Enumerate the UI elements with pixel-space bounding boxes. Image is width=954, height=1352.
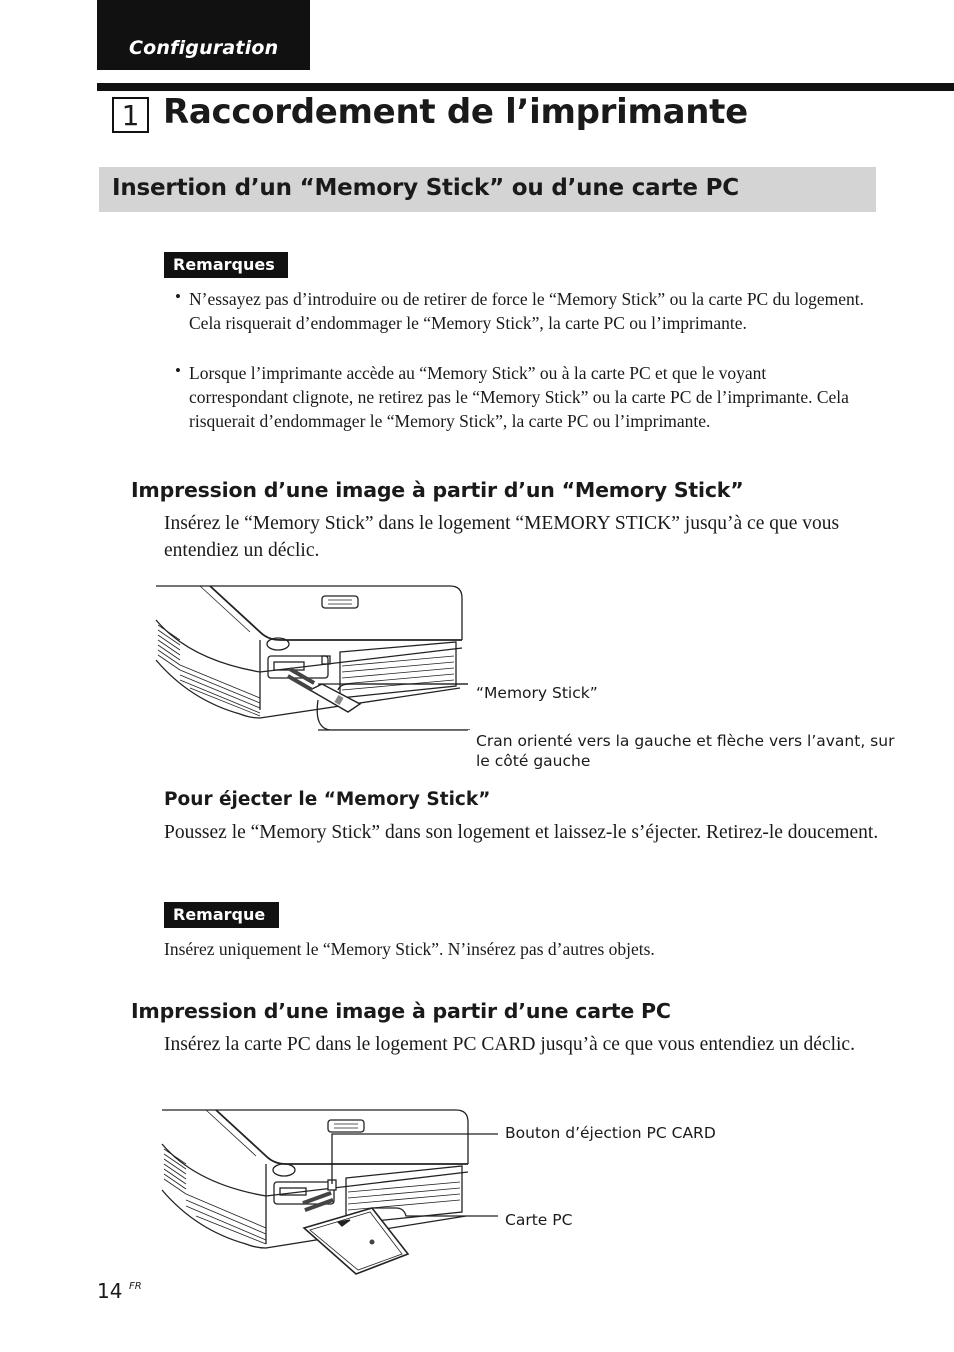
page-number: 14	[97, 1279, 123, 1303]
remark-text: Insérez uniquement le “Memory Stick”. N’insérez pas d’autres objets.	[164, 939, 655, 959]
memory-stick-heading: Impression d’une image à partir d’un “Memory Stick”	[131, 478, 744, 502]
pc-card-illustration	[156, 1104, 506, 1280]
pc-card-heading: Impression d’une image à partir d’une carte PC	[131, 999, 671, 1023]
header-rule	[97, 83, 954, 91]
page-language: FR	[129, 1281, 142, 1292]
remarks-badge: Remarques	[164, 252, 288, 278]
page-title: Raccordement de l’imprimante	[163, 92, 748, 132]
pc-card-label: Carte PC	[505, 1211, 573, 1229]
eject-paragraph: Poussez le “Memory Stick” dans son logement et laissez-le s’éjecter. Retirez-le doucement.	[164, 822, 879, 843]
memory-stick-label: “Memory Stick”	[476, 684, 598, 702]
remark-item: Lorsque l’imprimante accède au “Memory Stick” ou à la carte PC et que le voyant correspondant clignote, ne retirez pas le “Memory Stick” ou la carte PC de l’imprimante. Cela risquerait d’endommager le “Memory Stick”, la carte PC ou l’imprimante.	[189, 363, 849, 431]
callout-leader	[318, 682, 468, 762]
eject-heading: Pour éjecter le “Memory Stick”	[164, 789, 491, 810]
section-subheading: Insertion d’un “Memory Stick” ou d’une carte PC	[99, 167, 876, 212]
step-number-box: 1	[112, 97, 149, 133]
bullet-marker: •	[175, 361, 181, 380]
section-tab: Configuration	[97, 0, 310, 70]
notch-label: Cran orienté vers la gauche et flèche vers l’avant, sur le côté gauche	[476, 732, 895, 770]
memory-stick-paragraph: Insérez le “Memory Stick” dans le logement “MEMORY STICK” jusqu’à ce que vous entendiez un déclic.	[164, 513, 840, 561]
pc-card-eject-label: Bouton d’éjection PC CARD	[505, 1124, 716, 1142]
bullet-marker: •	[175, 287, 181, 306]
remark-badge: Remarque	[164, 902, 279, 928]
pc-card-paragraph: Insérez la carte PC dans le logement PC CARD jusqu’à ce que vous entendiez un déclic.	[164, 1034, 855, 1055]
remark-item: N’essayez pas d’introduire ou de retirer de force le “Memory Stick” ou la carte PC du logement. Cela risquerait d’endommager le “Memory Stick”, la carte PC ou l’imprimante.	[189, 289, 864, 333]
